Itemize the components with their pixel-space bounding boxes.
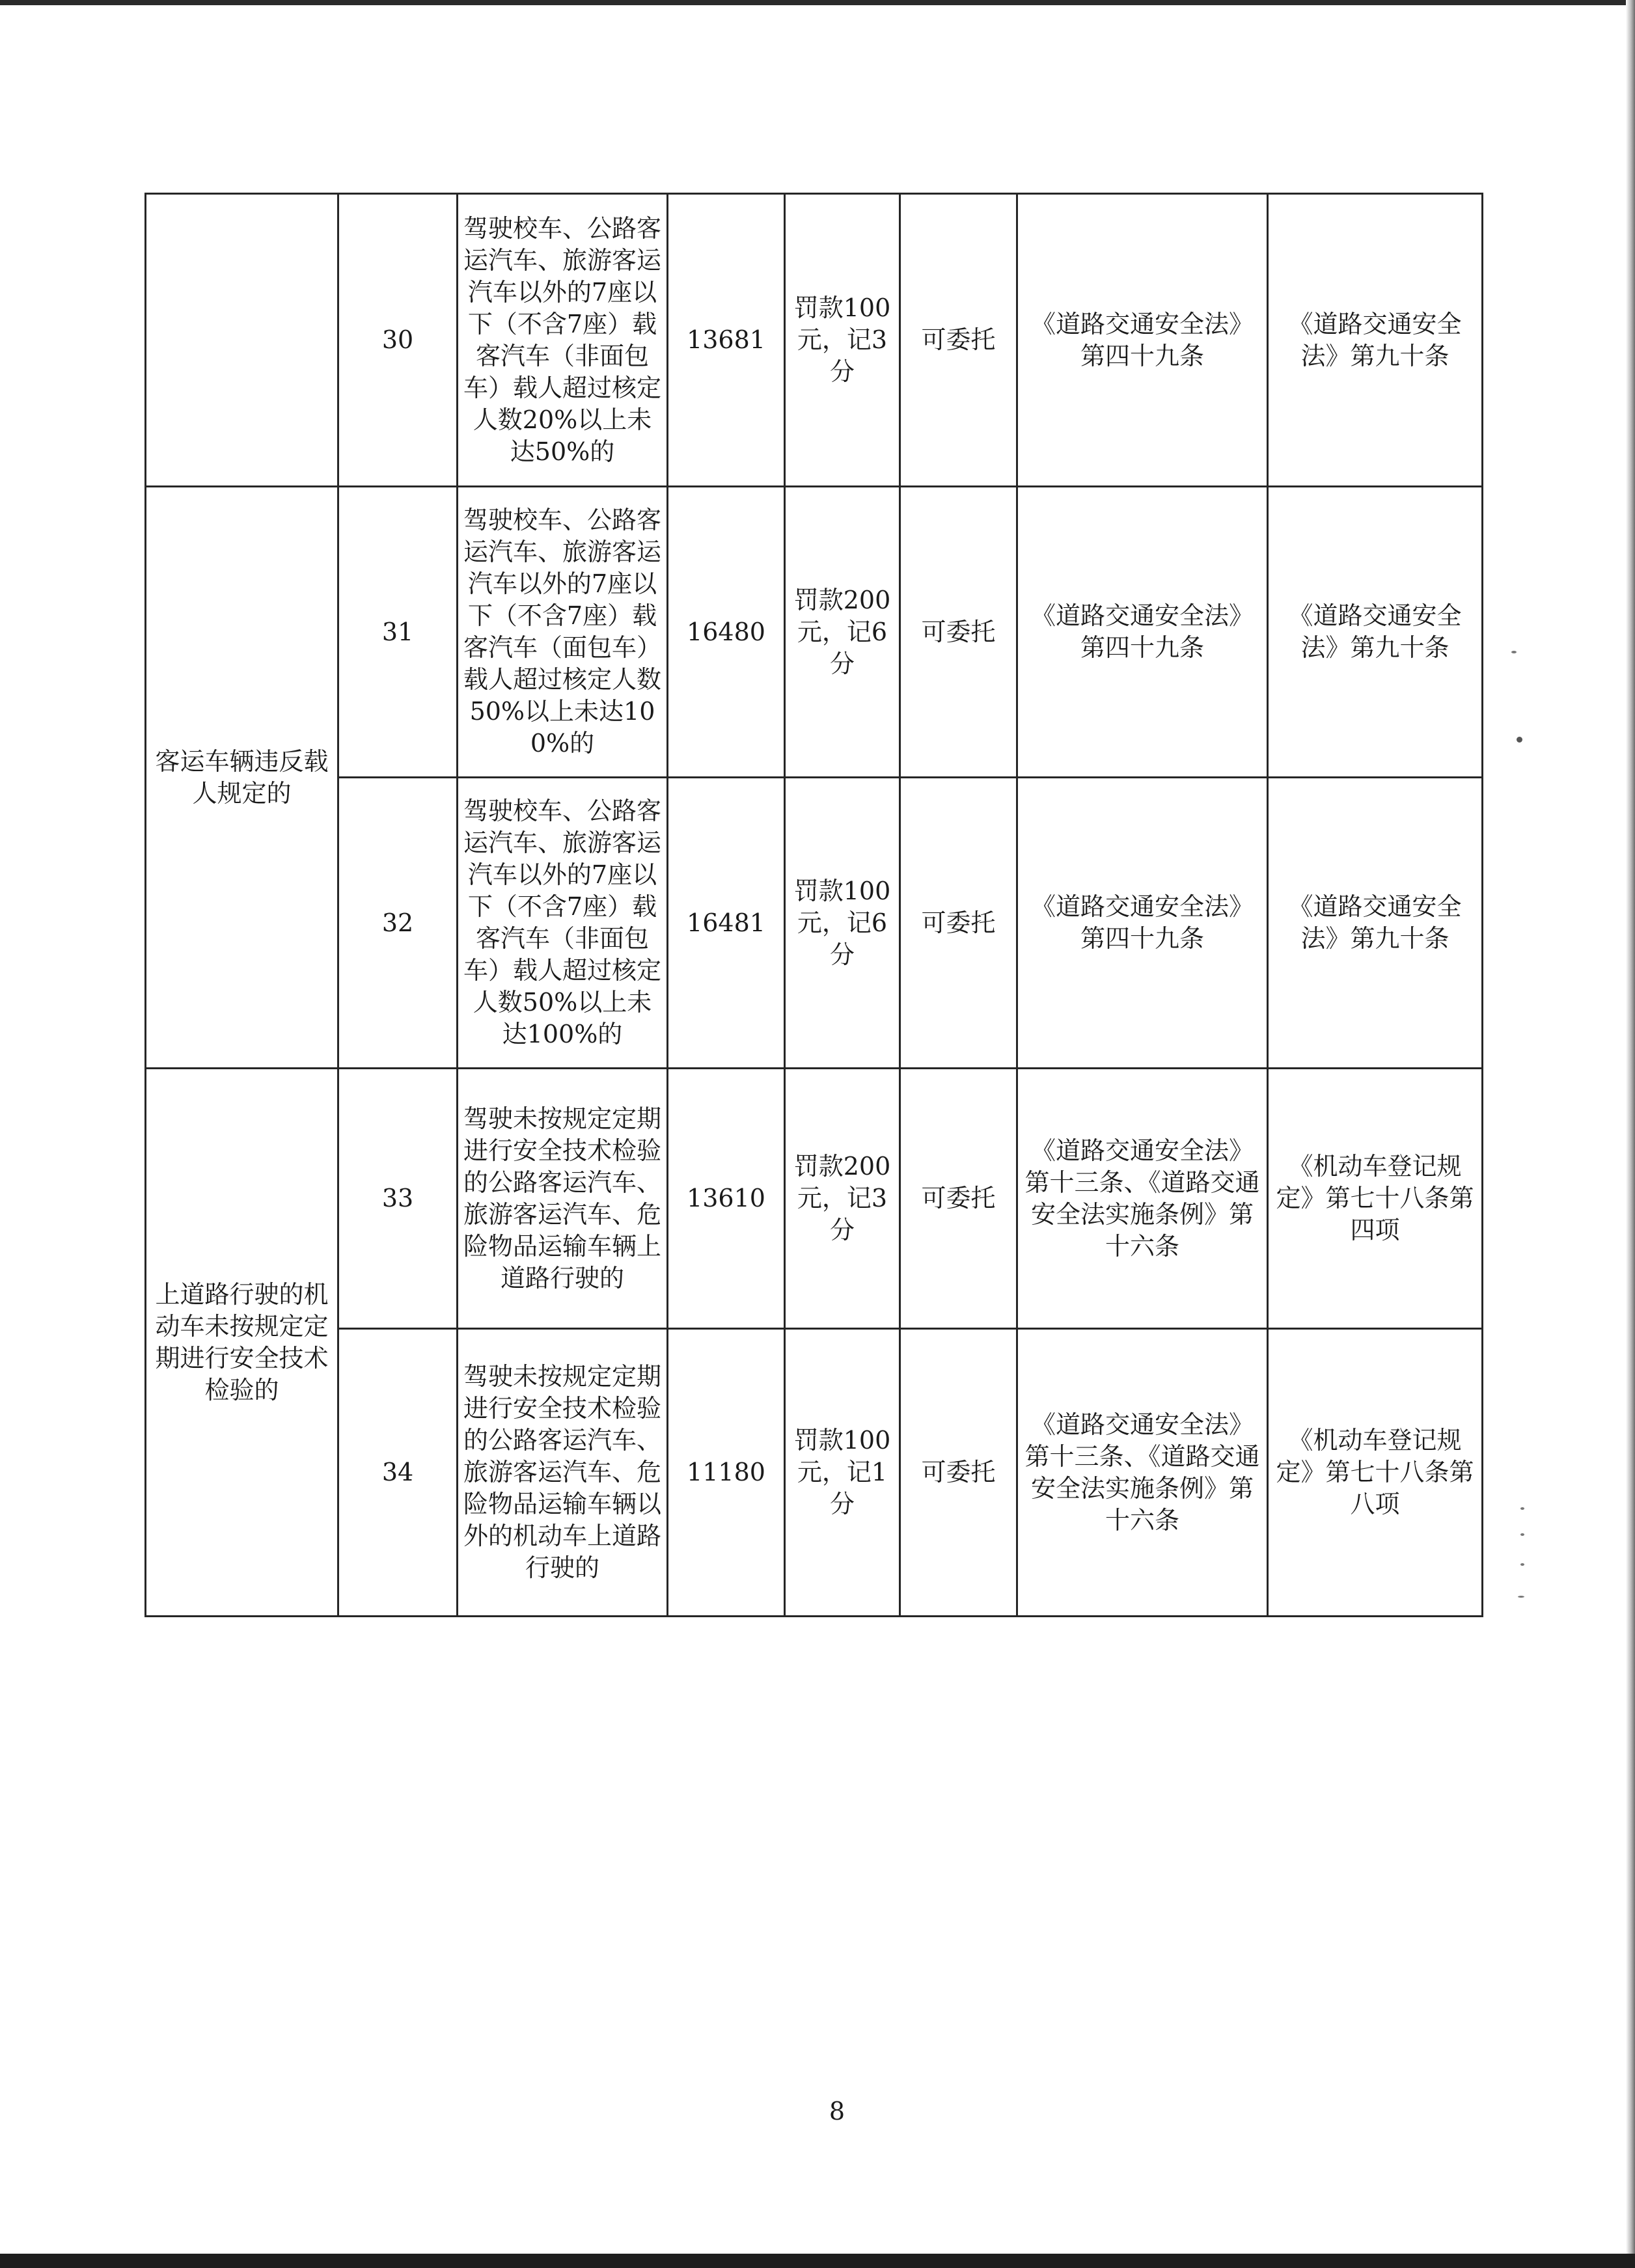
violation-description-cell: 驾驶校车、公路客运汽车、旅游客运汽车以外的7座以下（不含7座）载客汽车（面包车）载人超过核定人数50%以上未达100%的 bbox=[458, 487, 668, 778]
violation-code-cell: 11180 bbox=[668, 1329, 785, 1617]
violation-basis-cell: 《道路交通安全法》第四十九条 bbox=[1017, 194, 1268, 487]
penalty-table bbox=[144, 193, 1483, 1617]
scan-speck bbox=[1520, 1507, 1524, 1510]
penalty-cell: 罚款100元，记6分 bbox=[785, 778, 900, 1069]
table-row bbox=[146, 194, 1483, 487]
item-number-cell: 31 bbox=[338, 487, 458, 778]
penalty-cell: 罚款200元，记6分 bbox=[785, 487, 900, 778]
violation-category-cell: 客运车辆违反载人规定的 bbox=[146, 487, 338, 1069]
scan-right-edge bbox=[1626, 0, 1635, 2268]
violation-category-cell: 上道路行驶的机动车未按规定定期进行安全技术检验的 bbox=[146, 1069, 338, 1617]
scan-top-edge bbox=[0, 0, 1635, 5]
entrust-cell: 可委托 bbox=[900, 487, 1017, 778]
violation-code-cell: 13681 bbox=[668, 194, 785, 487]
penalty-cell: 罚款200元，记3分 bbox=[785, 1069, 900, 1329]
item-number-cell: 32 bbox=[338, 778, 458, 1069]
penalty-basis-cell: 《道路交通安全法》第九十条 bbox=[1268, 487, 1483, 778]
scan-speck bbox=[1520, 1533, 1524, 1536]
penalty-basis-cell: 《机动车登记规定》第七十八条第八项 bbox=[1268, 1329, 1483, 1617]
page-number: 8 bbox=[829, 2097, 845, 2125]
item-number-cell: 34 bbox=[338, 1329, 458, 1617]
violation-code-cell: 16481 bbox=[668, 778, 785, 1069]
violation-basis-cell: 《道路交通安全法》第十三条、《道路交通安全法实施条例》第十六条 bbox=[1017, 1069, 1268, 1329]
scan-speck bbox=[1520, 1563, 1524, 1566]
violation-code-cell: 16480 bbox=[668, 487, 785, 778]
scan-speck bbox=[1518, 1596, 1524, 1598]
table-row bbox=[146, 1329, 1483, 1617]
scan-bottom-edge bbox=[0, 2254, 1635, 2268]
table-row bbox=[146, 487, 1483, 778]
item-number-cell: 33 bbox=[338, 1069, 458, 1329]
entrust-cell: 可委托 bbox=[900, 194, 1017, 487]
penalty-basis-cell: 《机动车登记规定》第七十八条第四项 bbox=[1268, 1069, 1483, 1329]
violation-basis-cell: 《道路交通安全法》第四十九条 bbox=[1017, 487, 1268, 778]
scan-speck bbox=[1517, 737, 1522, 743]
violation-description-cell: 驾驶校车、公路客运汽车、旅游客运汽车以外的7座以下（不含7座）载客汽车（非面包车）载人超过核定人数50%以上未达100%的 bbox=[458, 778, 668, 1069]
entrust-cell: 可委托 bbox=[900, 778, 1017, 1069]
penalty-basis-cell: 《道路交通安全法》第九十条 bbox=[1268, 778, 1483, 1069]
entrust-cell: 可委托 bbox=[900, 1329, 1017, 1617]
violation-description-cell: 驾驶校车、公路客运汽车、旅游客运汽车以外的7座以下（不含7座）载客汽车（非面包车）载人超过核定人数20%以上未达50%的 bbox=[458, 194, 668, 487]
item-number-cell: 30 bbox=[338, 194, 458, 487]
violation-code-cell: 13610 bbox=[668, 1069, 785, 1329]
scan-speck bbox=[1511, 651, 1517, 653]
entrust-cell: 可委托 bbox=[900, 1069, 1017, 1329]
violation-basis-cell: 《道路交通安全法》第四十九条 bbox=[1017, 778, 1268, 1069]
penalty-cell: 罚款100元，记3分 bbox=[785, 194, 900, 487]
table-row bbox=[146, 778, 1483, 1069]
table-row bbox=[146, 1069, 1483, 1329]
violation-description-cell: 驾驶未按规定定期进行安全技术检验的公路客运汽车、旅游客运汽车、危险物品运输车辆以外的机动车上道路行驶的 bbox=[458, 1329, 668, 1617]
violation-category-cell bbox=[146, 194, 338, 487]
violation-description-cell: 驾驶未按规定定期进行安全技术检验的公路客运汽车、旅游客运汽车、危险物品运输车辆上道路行驶的 bbox=[458, 1069, 668, 1329]
penalty-basis-cell: 《道路交通安全法》第九十条 bbox=[1268, 194, 1483, 487]
penalty-cell: 罚款100元，记1分 bbox=[785, 1329, 900, 1617]
violation-basis-cell: 《道路交通安全法》第十三条、《道路交通安全法实施条例》第十六条 bbox=[1017, 1329, 1268, 1617]
